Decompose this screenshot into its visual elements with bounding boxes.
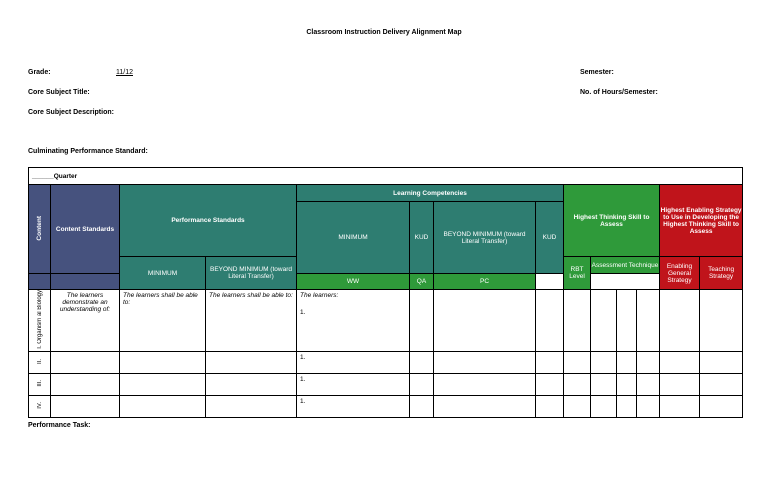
lc-minimum-number: 1. xyxy=(297,373,410,395)
highest-thinking-skill-header: Highest Thinking Skill to Assess xyxy=(564,185,660,257)
table-row xyxy=(29,290,743,352)
content-header-spacer xyxy=(29,274,51,290)
lc-minimum-number: 1. xyxy=(297,351,410,373)
lc-beyond-minimum-header: BEYOND MINIMUM (toward Literal Transfer) xyxy=(434,202,536,274)
performance-standards-header: Performance Standards xyxy=(120,185,297,257)
table-row xyxy=(29,373,743,395)
lc-kud-header-1: KUD xyxy=(410,202,434,274)
content-cell: IV. xyxy=(29,395,51,417)
qa-header: QA xyxy=(410,274,434,290)
lc-minimum-number: 1. xyxy=(297,395,410,417)
hours-per-semester-label: No. of Hours/Semester: xyxy=(580,89,658,96)
content-standards-cell: The learners demonstrate an understanding of: xyxy=(51,290,120,352)
quarter-label: ______Quarter xyxy=(29,168,743,185)
assessment-technique-header: Assessment Technique xyxy=(591,257,660,274)
lc-minimum-number: 1. xyxy=(300,309,306,316)
table-row xyxy=(29,351,743,373)
document-title: Classroom Instruction Delivery Alignment Map xyxy=(306,29,462,36)
content-cell: I. Organism al Biology xyxy=(29,290,51,352)
enabling-general-strategy-header: Enabling General Strategy xyxy=(660,257,700,290)
semester-label: Semester: xyxy=(580,69,614,76)
pc-header: PC xyxy=(434,274,536,290)
alignment-map-table xyxy=(28,167,743,418)
ps-minimum-cell: The learners shall be able to: xyxy=(120,290,206,352)
ps-beyond-cell: The learners shall be able to: xyxy=(206,290,297,352)
core-subject-title-label: Core Subject Title: xyxy=(28,89,90,96)
content-cell: II. xyxy=(29,351,51,373)
lc-kud-header-2: KUD xyxy=(536,202,564,274)
rbt-level-header: RBT Level xyxy=(564,257,591,290)
learning-competencies-header: Learning Competencies xyxy=(297,185,564,202)
lc-minimum-head: The learners: xyxy=(300,292,339,299)
culminating-standard-label: Culminating Performance Standard: xyxy=(28,148,148,155)
ps-beyond-minimum-header: BEYOND MINIMUM (toward Literal Transfer) xyxy=(206,257,297,290)
teaching-strategy-header: Teaching Strategy xyxy=(700,257,743,290)
content-header: Content xyxy=(29,185,51,274)
lc-minimum-cell xyxy=(297,290,410,352)
ww-header: WW xyxy=(297,274,410,290)
grade-value: 11/12 xyxy=(116,69,133,76)
highest-enabling-strategy-header: Highest Enabling Strategy to Use in Developing the Highest Thinking Skill to Assess xyxy=(660,185,743,257)
content-cell: III. xyxy=(29,373,51,395)
grade-label: Grade: xyxy=(28,69,51,76)
performance-task-label: Performance Task: xyxy=(28,422,91,429)
ps-minimum-header: MINIMUM xyxy=(120,257,206,290)
lc-minimum-header: MINIMUM xyxy=(297,202,410,274)
core-subject-description-label: Core Subject Description: xyxy=(28,109,114,116)
content-standards-header-spacer xyxy=(51,274,120,290)
table-row xyxy=(29,395,743,417)
content-standards-header: Content Standards xyxy=(51,185,120,274)
